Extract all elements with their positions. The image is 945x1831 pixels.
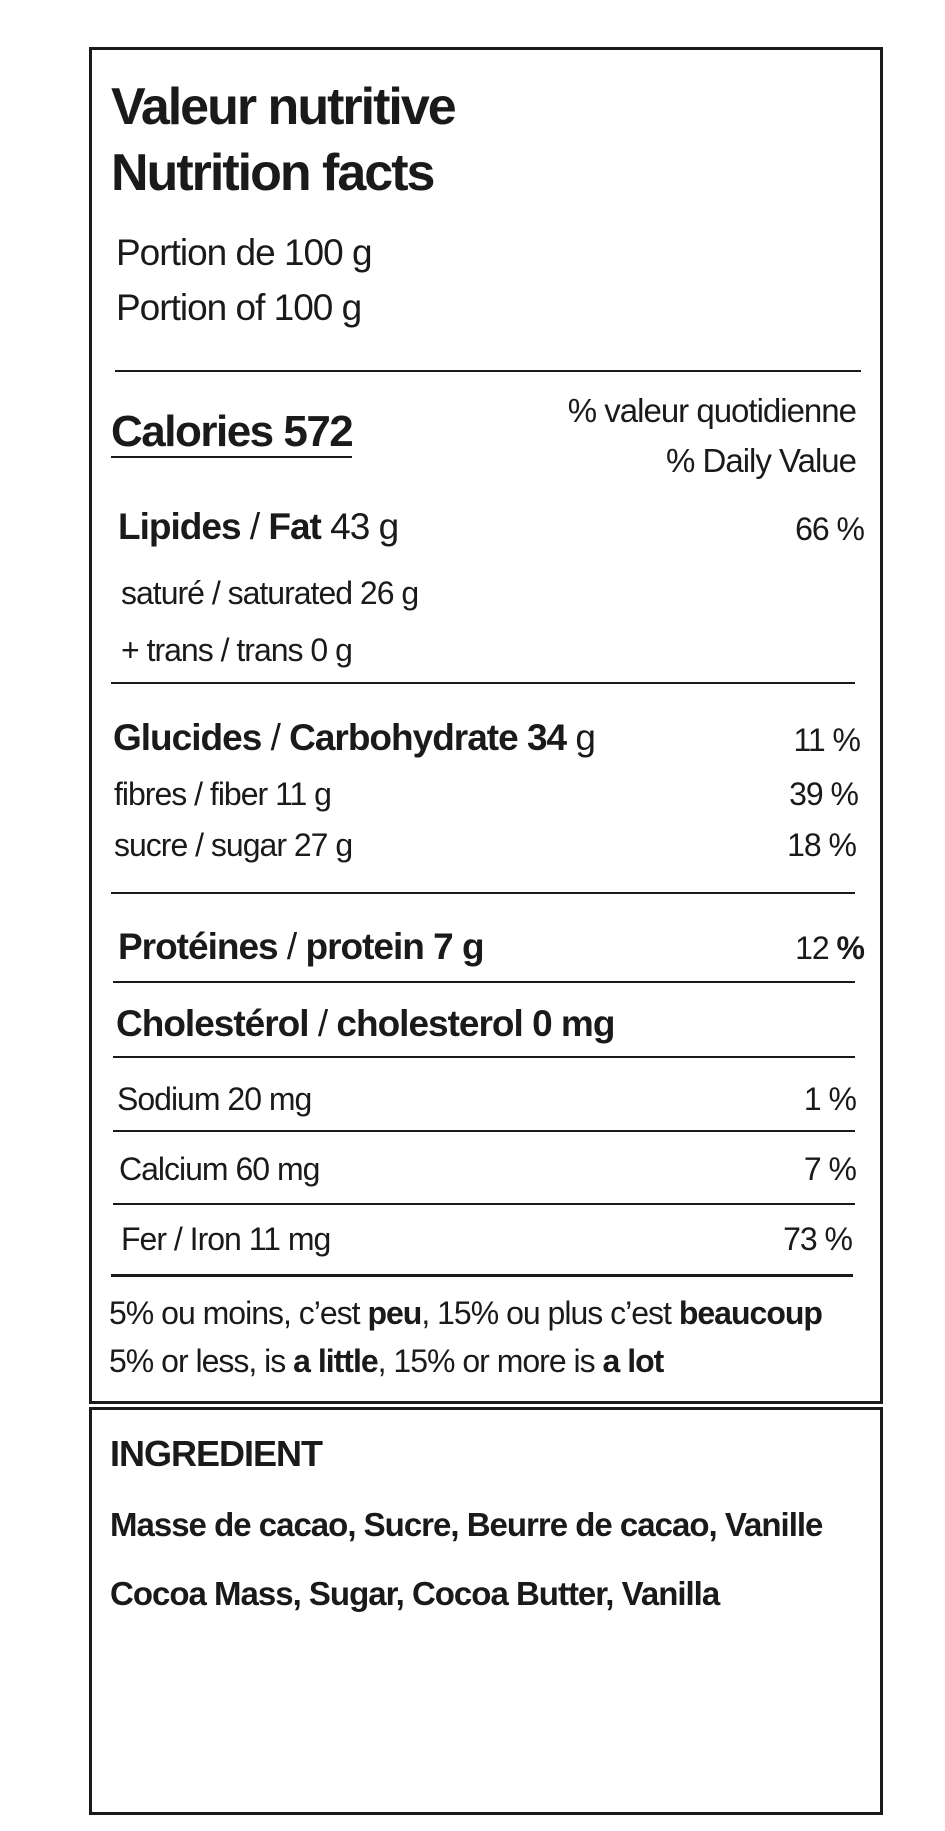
cholesterol-label-fr: Cholestérol — [116, 1003, 309, 1044]
calcium-row: Calcium 60 mg — [119, 1151, 320, 1187]
protein-dv — [795, 930, 864, 967]
protein-row — [118, 926, 484, 968]
footnote-en-emphasis: a lot — [602, 1343, 664, 1379]
carbohydrate-label-fr: Glucides — [113, 717, 262, 758]
fat-separator: / — [249, 506, 260, 547]
title-en: Nutrition facts — [111, 144, 434, 202]
cholesterol-separator: / — [317, 1003, 328, 1044]
ingredients-list-en: Cocoa Mass, Sugar, Cocoa Butter, Vanilla — [110, 1575, 720, 1612]
fiber-row: fibres / fiber 11 g — [114, 776, 331, 812]
sugar-row: sucre / sugar 27 g — [114, 827, 353, 863]
footnote-fr-text: 5% ou moins, c’est — [109, 1295, 368, 1331]
footnote-fr-text: , 15% ou plus c’est — [421, 1295, 679, 1331]
divider — [113, 1056, 855, 1058]
footnote-fr-emphasis: beaucoup — [678, 1295, 822, 1331]
divider — [115, 370, 861, 372]
iron-dv: 73 % — [783, 1221, 852, 1257]
sodium-dv: 1 % — [803, 1081, 856, 1117]
fiber-dv: 39 % — [789, 776, 858, 812]
divider — [113, 1203, 855, 1205]
trans-fat-row: + trans / trans 0 g — [121, 632, 352, 668]
iron-row: Fer / Iron 11 mg — [121, 1221, 331, 1257]
sodium-row: Sodium 20 mg — [117, 1081, 312, 1117]
fat-amount: 43 g — [330, 506, 399, 547]
footnote-en-emphasis: a little — [293, 1343, 378, 1379]
footnote-fr-emphasis: peu — [367, 1295, 422, 1331]
divider — [113, 981, 855, 983]
protein-dv-value: 12 — [795, 930, 829, 966]
protein-dv-percent: % — [836, 930, 864, 966]
ingredients-list-fr: Masse de cacao, Sucre, Beurre de cacao, Vanille — [110, 1506, 823, 1543]
daily-value-header-fr: % valeur quotidienne — [567, 392, 856, 429]
serving-size-fr: Portion de 100 g — [116, 232, 372, 273]
calories-label: Calories 572 — [111, 407, 353, 456]
carbohydrate-dv: 11 % — [793, 722, 860, 758]
divider — [111, 892, 855, 894]
fat-dv: 66 % — [795, 511, 864, 547]
carbohydrate-row — [113, 717, 595, 759]
fat-row — [118, 506, 398, 548]
carbohydrate-unit: g — [575, 717, 595, 758]
sugar-dv: 18 % — [787, 827, 856, 863]
protein-separator: / — [286, 926, 297, 967]
footnote-en-text: 5% or less, is — [109, 1343, 294, 1379]
footnote-en — [109, 1343, 663, 1380]
cholesterol-label-en: cholesterol 0 mg — [336, 1003, 615, 1044]
divider — [111, 1274, 853, 1277]
fat-label-en: Fat — [268, 506, 321, 547]
footnote-fr — [109, 1295, 822, 1332]
ingredients-heading: INGREDIENT — [110, 1433, 323, 1474]
daily-value-header-en: % Daily Value — [666, 442, 856, 479]
protein-label-en: protein 7 g — [305, 926, 484, 967]
fat-label-fr: Lipides — [118, 506, 241, 547]
carbohydrate-label-en: Carbohydrate 34 — [289, 717, 567, 758]
divider — [113, 1130, 855, 1132]
title-fr: Valeur nutritive — [111, 78, 455, 136]
calcium-dv: 7 % — [803, 1151, 856, 1187]
carbohydrate-separator: / — [270, 717, 280, 758]
cholesterol-row — [116, 1003, 614, 1045]
serving-size-en: Portion of 100 g — [116, 287, 362, 328]
divider — [111, 682, 855, 684]
protein-label-fr: Protéines — [118, 926, 278, 967]
saturated-fat-row: saturé / saturated 26 g — [121, 575, 419, 611]
footnote-en-text: , 15% or more is — [377, 1343, 603, 1379]
